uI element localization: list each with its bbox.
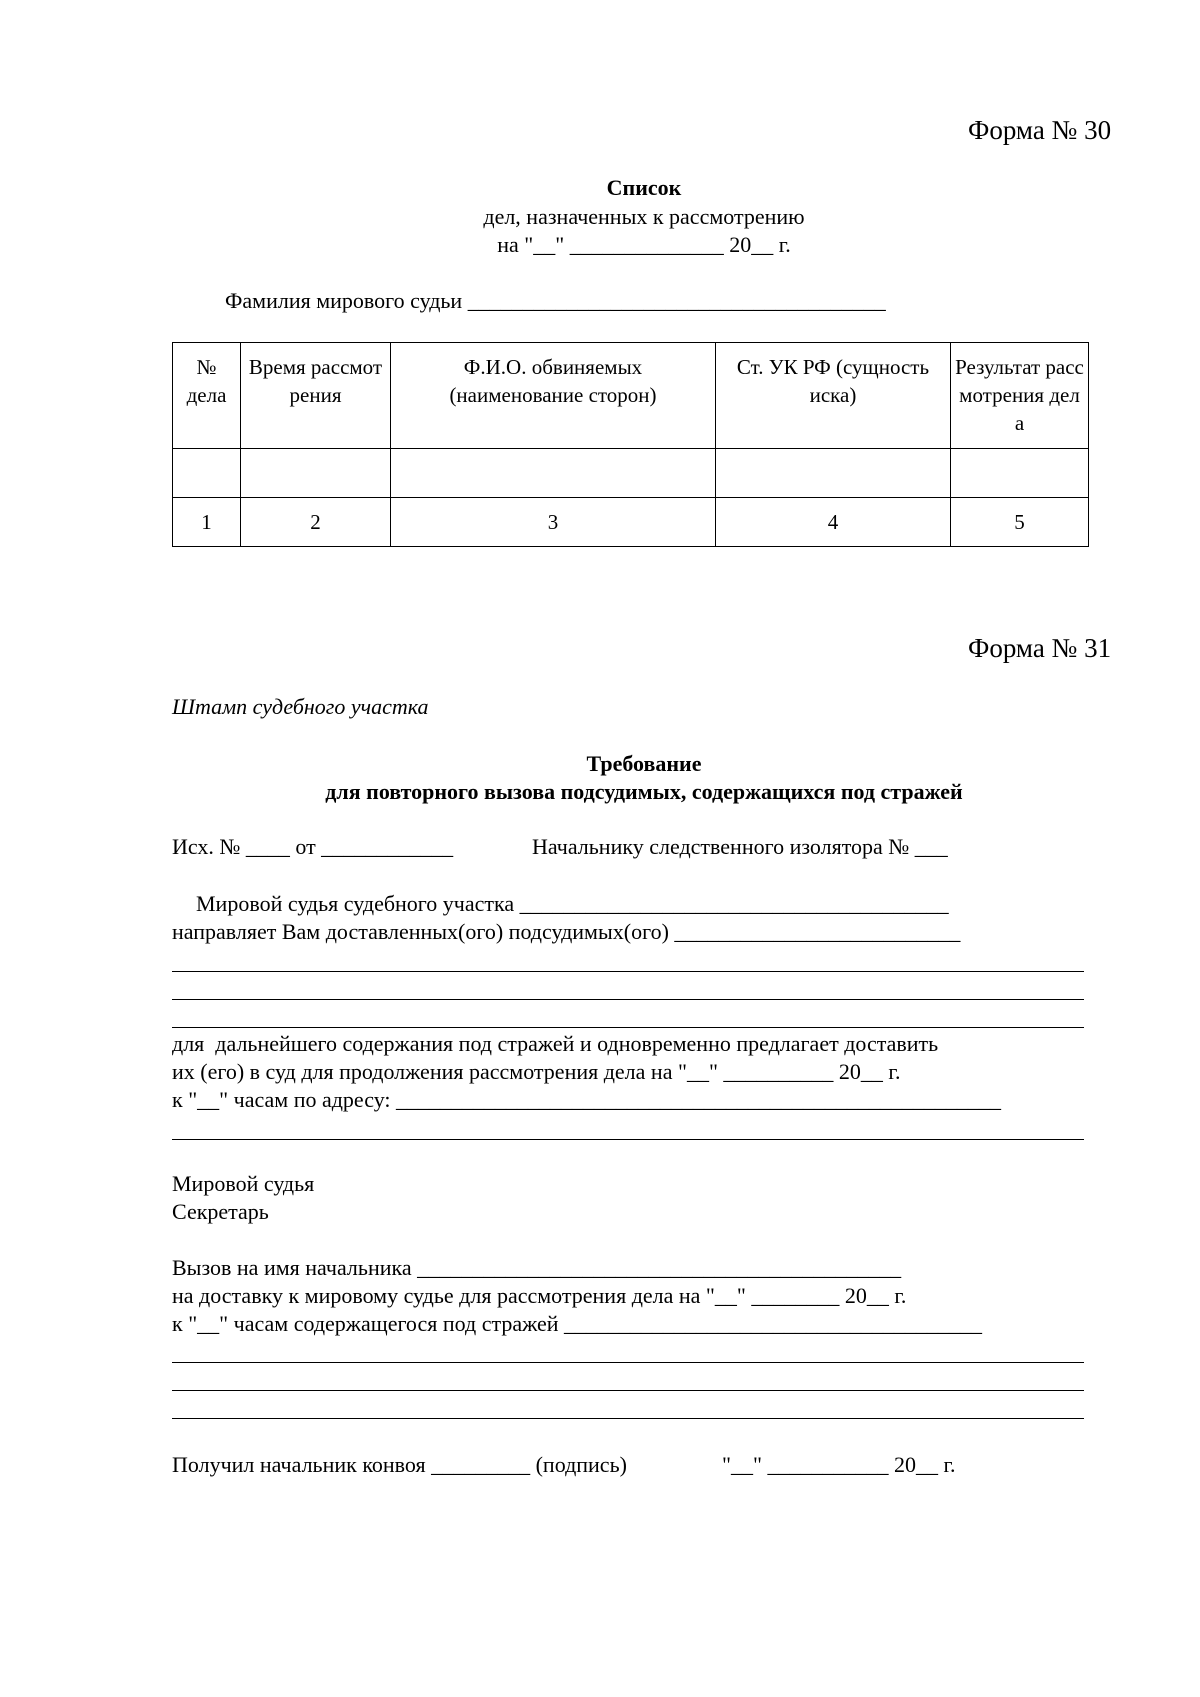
- col-header-case-number: № дела: [173, 343, 241, 449]
- table-header-row: [173, 343, 1089, 449]
- blank-line: [172, 1139, 1084, 1140]
- table-cell: [716, 449, 951, 498]
- signature-judge-label: Мировой судья: [172, 1171, 315, 1196]
- form31-subtitle: для повторного вызова подсудимых, содержащихся под стражей: [325, 779, 963, 804]
- blank-line: [172, 1362, 1084, 1363]
- table-cell: [173, 449, 241, 498]
- court-date-line: их (его) в суд для продолжения рассмотрения дела на "__" __________ 20__ г.: [172, 1059, 901, 1084]
- blank-line: [172, 999, 1084, 1000]
- defendants-line: направляет Вам доставленных(ого) подсудимых(ого) __________________________: [172, 919, 961, 944]
- table-cell: 3: [391, 498, 716, 547]
- col-header-time: Время рассмотрения: [241, 343, 391, 449]
- form30-title: Список: [606, 175, 682, 200]
- table-cell: [391, 449, 716, 498]
- delivery-date-line: на доставку к мировому судье для рассмотрения дела на "__" ________ 20__ г.: [172, 1283, 907, 1308]
- blank-line: [172, 971, 1084, 972]
- col-header-defendants: Ф.И.О. обвиняемых (наименование сторон): [391, 343, 716, 449]
- blank-line: [172, 1027, 1084, 1028]
- col-header-article: Ст. УК РФ (сущность иска): [716, 343, 951, 449]
- form30-date-line: на "__" ______________ 20__ г.: [497, 232, 791, 257]
- table-cell: 4: [716, 498, 951, 547]
- addressee-line: Начальнику следственного изолятора № ___: [532, 834, 948, 859]
- table-cell: 2: [241, 498, 391, 547]
- convoy-received-line: Получил начальник конвоя _________ (подпись): [172, 1452, 627, 1477]
- table-cell: [241, 449, 391, 498]
- table-row: [173, 449, 1089, 498]
- form30-number: Форма № 30: [968, 115, 1112, 145]
- form31-number: Форма № 31: [968, 633, 1112, 663]
- custody-hour-line: к "__" часам содержащегося под стражей ______________________________________: [172, 1311, 983, 1336]
- judge-sends-line: Мировой судья судебного участка _______________________________________: [196, 891, 949, 916]
- col-header-result: Результат рассмотрения дела: [951, 343, 1089, 449]
- outgoing-number-line: Исх. № ____ от ____________: [172, 834, 454, 859]
- cases-table: [172, 342, 1089, 547]
- blank-line: [172, 1390, 1084, 1391]
- judge-name-line: Фамилия мирового судьи ______________________________________: [225, 288, 886, 313]
- custody-text-line: для дальнейшего содержания под стражей и одновременно предлагает доставить: [172, 1031, 939, 1056]
- table-cell: 5: [951, 498, 1089, 547]
- call-chief-line: Вызов на имя начальника ____________________________________________: [172, 1255, 902, 1280]
- convoy-received-date: "__" ___________ 20__ г.: [722, 1452, 956, 1477]
- form31-title: Требование: [586, 751, 702, 776]
- blank-line: [172, 1418, 1084, 1419]
- court-stamp-label: Штамп судебного участка: [172, 694, 429, 719]
- address-line: к "__" часам по адресу: _______________________________________________________: [172, 1087, 1002, 1112]
- table-column-numbers-row: [173, 498, 1089, 547]
- form30-subtitle: дел, назначенных к рассмотрению: [483, 204, 805, 229]
- table-cell: [951, 449, 1089, 498]
- table-cell: 1: [173, 498, 241, 547]
- signature-secretary-label: Секретарь: [172, 1199, 269, 1224]
